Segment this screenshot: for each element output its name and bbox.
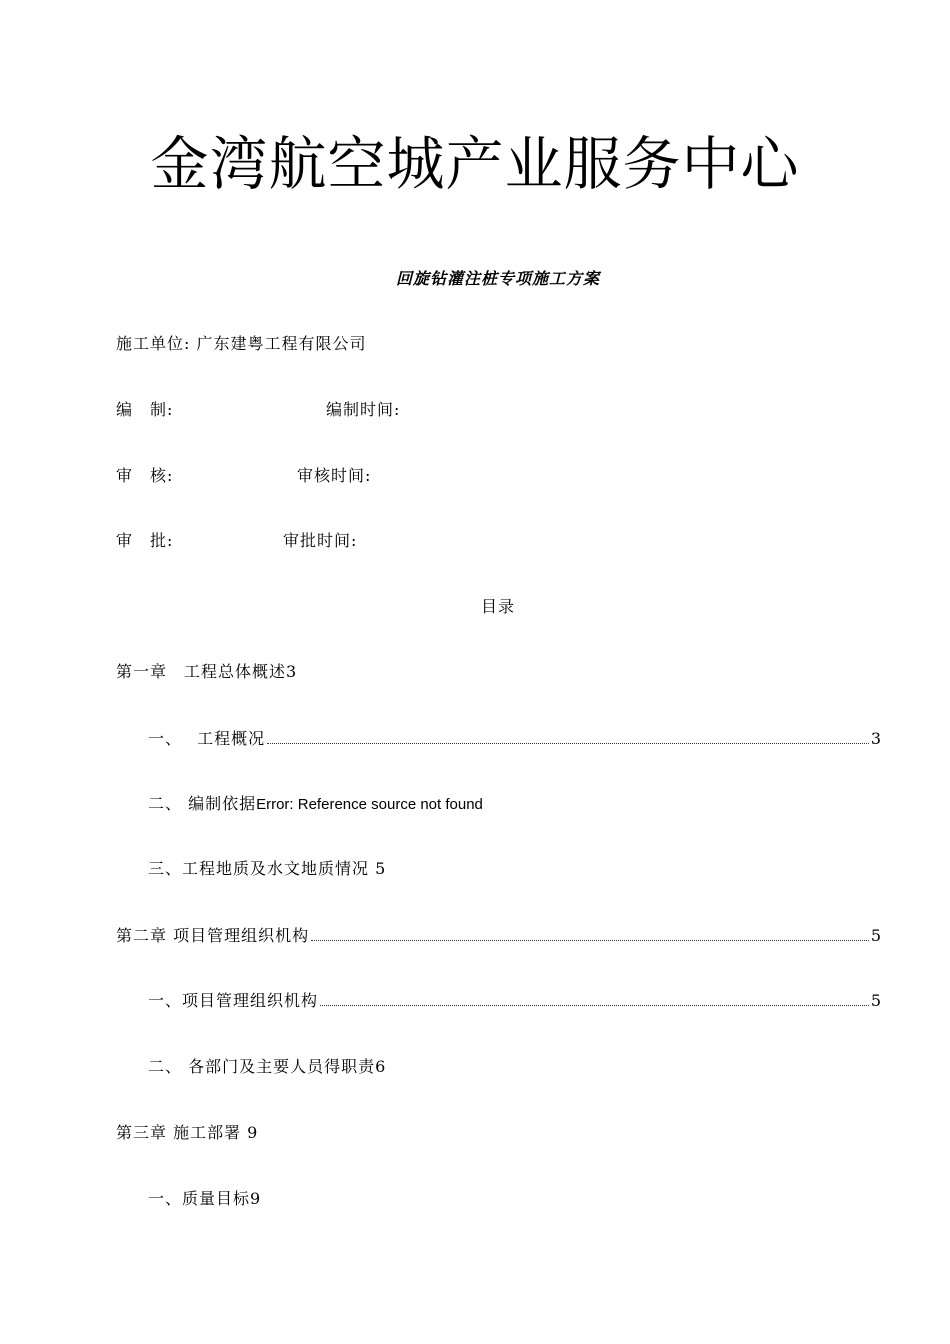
toc-leader-dots (311, 940, 869, 941)
compile-time-label: 编制时间: (326, 400, 401, 419)
document-subtitle: 回旋钻灌注桩专项施工方案 (395, 269, 600, 288)
toc-entry-label: 二、 编制依据 (148, 794, 257, 813)
toc-entry-label: 一、项目管理组织机构 (148, 991, 319, 1010)
toc-page-number: 5 (870, 991, 882, 1010)
document-title: 金湾航空城产业服务中心 (150, 130, 800, 198)
toc-entry-chapter-1: 第一章 工程总体概述3 (116, 662, 298, 681)
reviewer-label: 审 核: (116, 466, 174, 485)
construction-unit-label: 施工单位: (116, 334, 191, 353)
toc-leader-dots (267, 743, 869, 744)
toc-entry-chapter-3: 第三章 施工部署 9 (116, 1123, 259, 1142)
toc-entry-label: 第二章 项目管理组织机构 (116, 926, 310, 945)
toc-entry-compile-basis (148, 793, 483, 816)
toc-entry-quality-goal: 一、质量目标9 (148, 1189, 262, 1208)
toc-entry-project-overview (148, 728, 882, 750)
toc-leader-dots (320, 1005, 869, 1006)
toc-heading: 目录 (480, 597, 515, 616)
toc-entry-geology: 三、工程地质及水文地质情况 5 (148, 859, 387, 878)
review-time-label: 审核时间: (297, 466, 372, 485)
construction-unit-value: 广东建粤工程有限公司 (196, 334, 367, 353)
compiler-label: 编 制: (116, 400, 174, 419)
toc-entry-org-structure (148, 990, 882, 1012)
approve-time-label: 审批时间: (283, 531, 358, 550)
toc-entry-responsibilities: 二、 各部门及主要人员得职责6 (148, 1057, 387, 1076)
reference-error-text: Error: Reference source not found (256, 796, 483, 813)
construction-unit-line (116, 333, 367, 355)
approver-label: 审 批: (116, 531, 174, 550)
toc-page-number: 5 (870, 926, 882, 945)
toc-entry-label: 一、 工程概况 (148, 729, 266, 748)
toc-entry-chapter-2 (116, 925, 882, 947)
toc-page-number: 3 (870, 729, 882, 748)
